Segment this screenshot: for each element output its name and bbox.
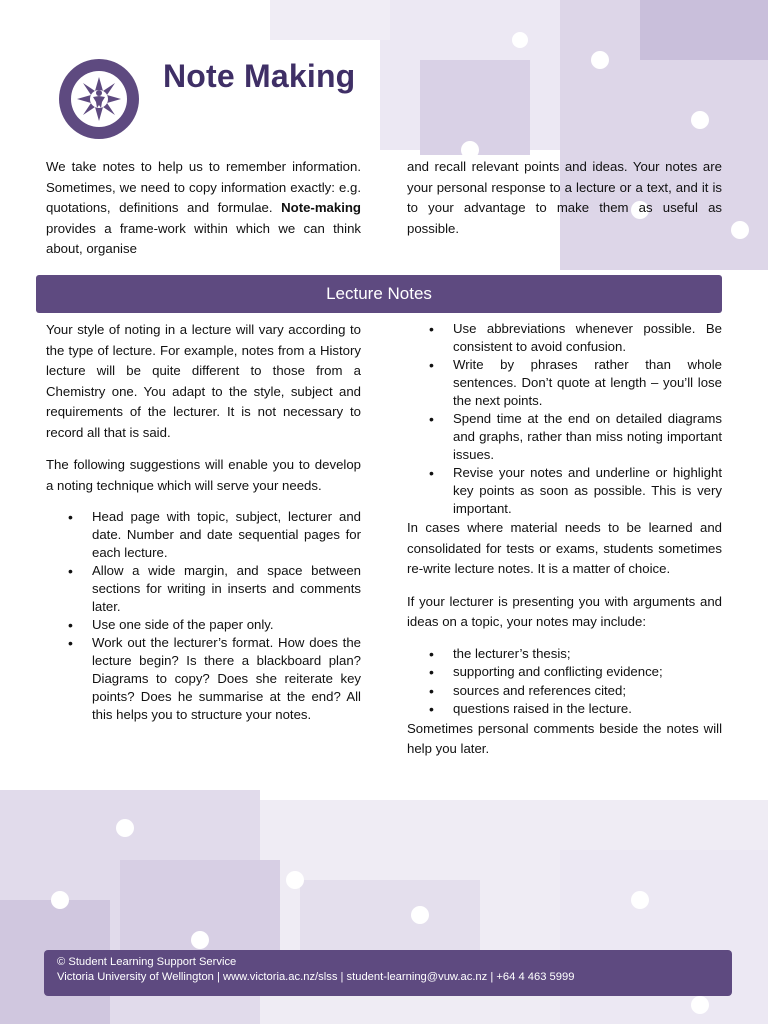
intro-right-paragraph — [407, 157, 722, 239]
intro-text-part1: We take notes to help us to remember information. Sometimes, we need to copy information exactly: e.g. quotations, definitions and formulae. — [46, 159, 361, 215]
list-item: • the lecturer’s thesis; — [407, 645, 722, 664]
intro-left-paragraph — [46, 157, 361, 260]
list-item: • sources and references cited; — [407, 682, 722, 701]
slss-logo — [55, 58, 143, 140]
note-making-term: Note-making — [281, 200, 361, 215]
notes-include-list — [407, 645, 722, 719]
list-item: • Work out the lecturer’s format. How does the lecture begin? Is there a blackboard plan? Diagrams to copy? Does she reiterate key points? Does he summarise at the end? All this helps you to structure your notes. — [46, 634, 361, 724]
intro-text-part2: provides a frame-work within which we can think about, organise — [46, 220, 361, 256]
footer-contact: Victoria University of Wellington | www.victoria.ac.nz/slss | student-learning@vuw.ac.nz | +64 4 463 5999 — [57, 971, 575, 983]
list-item: • supporting and conflicting evidence; — [407, 663, 722, 682]
right-para-2: If your lecturer is presenting you with arguments and ideas on a topic, your notes may include: — [407, 593, 722, 629]
intro-right-text: and recall relevant points and ideas. Your notes are your personal response to a lecture or a text, and it is to your advantage to make them as useful as possible. — [407, 159, 722, 236]
right-column — [407, 320, 722, 760]
left-column — [46, 320, 361, 724]
suggestion-list — [46, 508, 361, 724]
list-item: • Use abbreviations whenever possible. Be consistent to avoid confusion. — [407, 320, 722, 356]
section-header-lecture-notes — [36, 275, 722, 313]
list-item: • questions raised in the lecture. — [407, 700, 722, 719]
right-para-1: In cases where material needs to be learned and consolidated for tests or exams, students sometimes re-write lecture notes. It is a matter of choice. — [407, 520, 722, 576]
section-title: Lecture Notes — [326, 284, 432, 303]
suggestion-list-continued — [407, 320, 722, 518]
left-para-1: Your style of noting in a lecture will vary according to the type of lecture. For example, notes from a History lecture will be quite different to those from a Chemistry one. You adapt to the style, subject and requirements of the lecturer. It is not necessary to record all that is said. — [46, 322, 361, 440]
right-para-3: Sometimes personal comments beside the notes will help you later. — [407, 720, 722, 756]
list-item: • Allow a wide margin, and space between sections for writing in inserts and comments later. — [46, 562, 361, 616]
list-item: • Head page with topic, subject, lecturer and date. Number and date sequential pages for each lecture. — [46, 508, 361, 562]
footer-copyright: © Student Learning Support Service — [57, 956, 237, 968]
left-para-2: The following suggestions will enable you to develop a noting technique which will serve your needs. — [46, 457, 361, 493]
list-item: • Spend time at the end on detailed diagrams and graphs, rather than miss noting important issues. — [407, 410, 722, 464]
list-item: • Use one side of the paper only. — [46, 616, 361, 634]
list-item: • Revise your notes and underline or highlight key points as soon as possible. This is very important. — [407, 464, 722, 518]
list-item: • Write by phrases rather than whole sentences. Don’t quote at length – you’ll lose the next points. — [407, 356, 722, 410]
footer-bar — [44, 950, 732, 996]
page-title: Note Making — [163, 58, 356, 94]
